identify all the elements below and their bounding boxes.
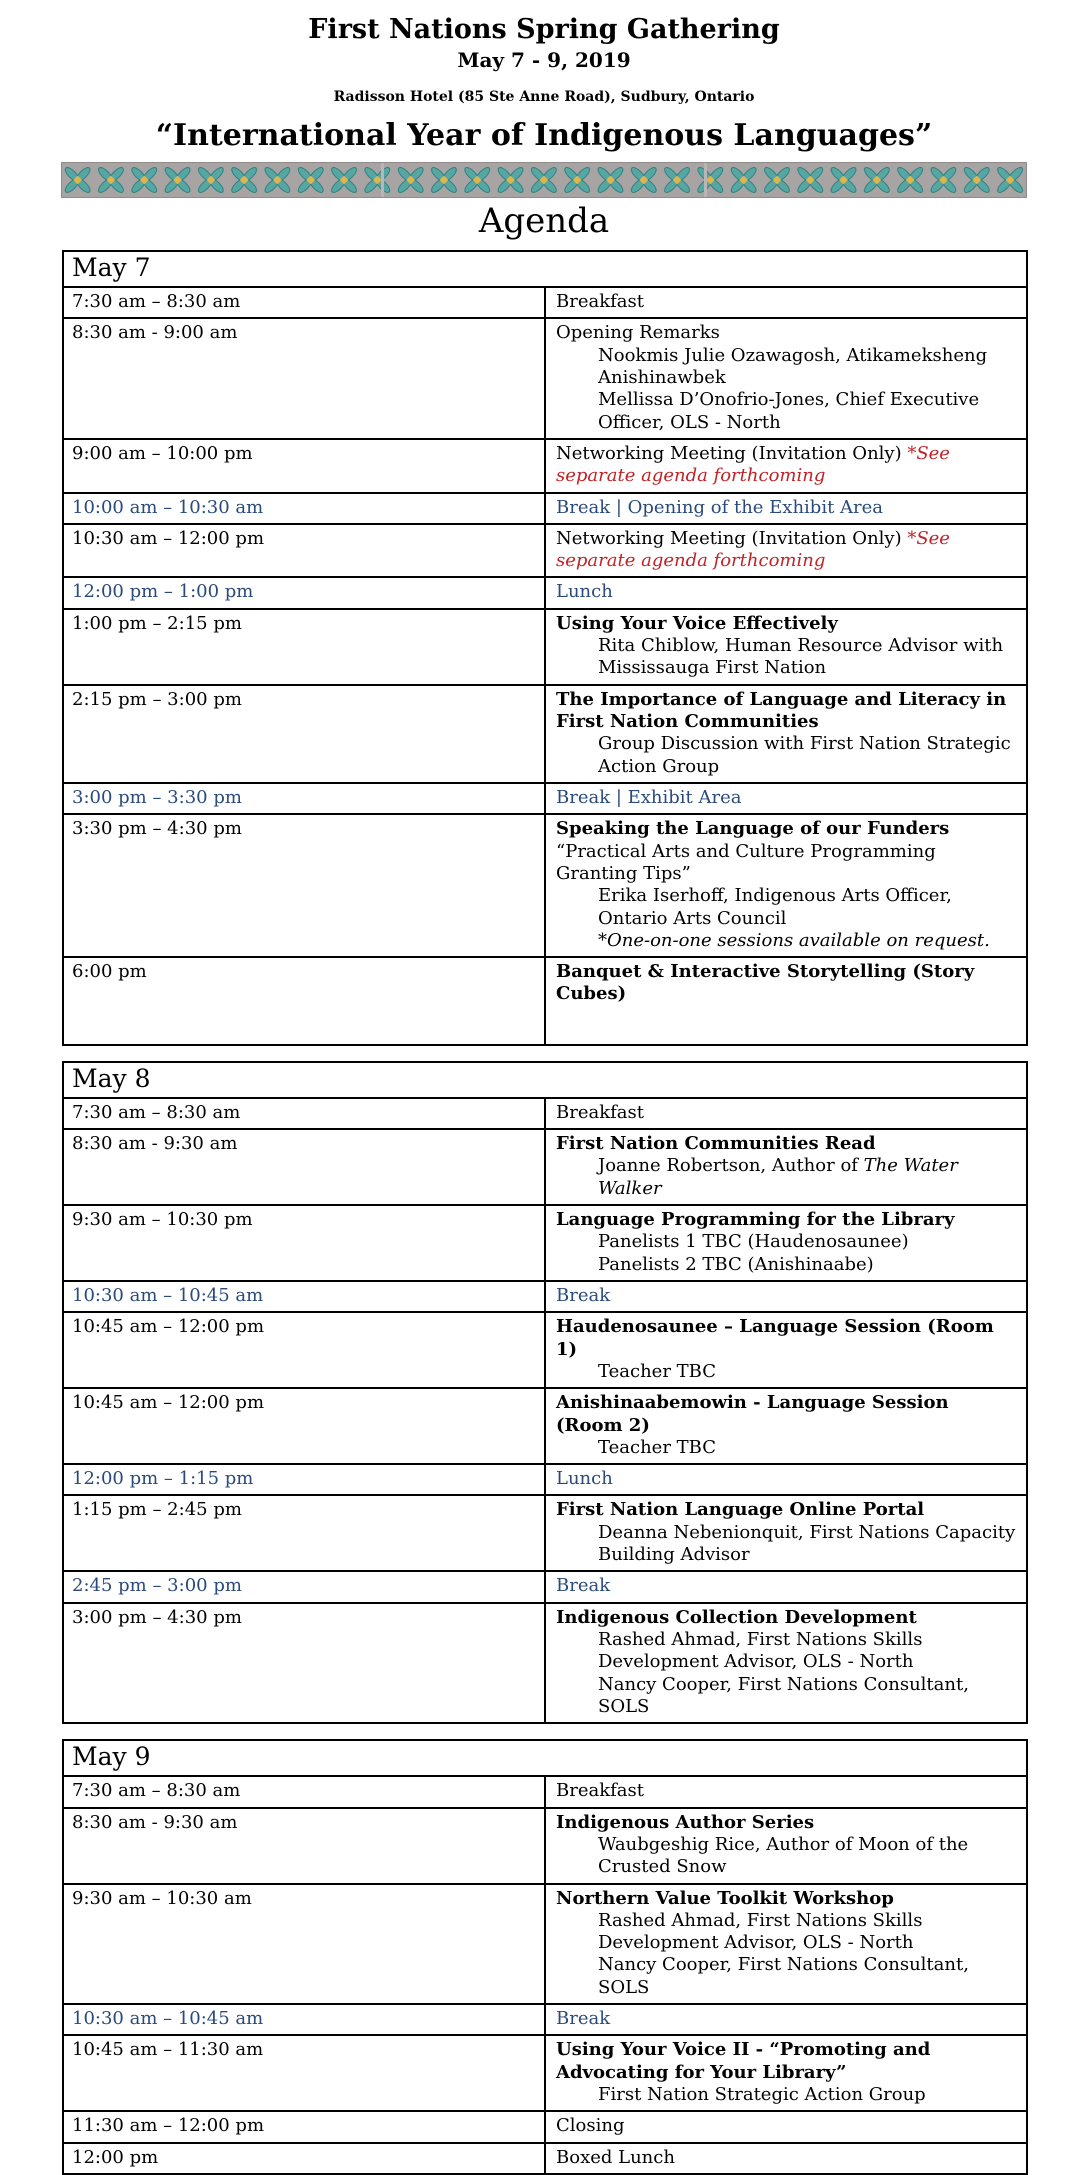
time-cell: 12:00 pm – 1:15 pm (63, 1464, 545, 1495)
text-segment: *See separate agenda forthcoming (556, 442, 950, 487)
description-line (556, 1361, 1018, 1383)
schedule-row (63, 318, 1027, 439)
text-segment: *One-on-one sessions available on request. (598, 929, 990, 951)
text-segment: Nancy Cooper, First Nations Consultant, SOLS (598, 1673, 969, 1717)
description-line (556, 1209, 1018, 1231)
schedule-row (63, 609, 1027, 685)
text-segment: Break | Opening of the Exhibit Area (556, 496, 884, 518)
schedule-row (63, 1388, 1027, 1464)
text-segment: Networking Meeting (Invitation Only) (556, 527, 908, 549)
text-segment: Rashed Ahmad, First Nations Skills Development Advisor, OLS - North (598, 1629, 923, 1673)
text-segment: Teacher TBC (598, 1436, 716, 1458)
description-line (556, 1575, 1018, 1597)
text-segment: Banquet & Interactive Storytelling (Story Cubes) (556, 961, 975, 1005)
text-segment: Rita Chiblow, Human Resource Advisor with Mississauga First Nation (598, 635, 1004, 679)
description-cell (545, 1129, 1027, 1205)
text-segment: Mellissa D’Onofrio-Jones, Chief Executive Officer, OLS - North (598, 389, 980, 433)
time-cell: 3:00 pm – 3:30 pm (63, 783, 545, 814)
description-cell (545, 1603, 1027, 1724)
text-segment: Boxed Lunch (556, 2146, 675, 2168)
agenda-heading: Agenda (478, 201, 610, 241)
text-segment: *See separate agenda forthcoming (556, 527, 950, 572)
description-cell (545, 685, 1027, 783)
time-cell: 1:00 pm – 2:15 pm (63, 609, 545, 685)
day-label: May 8 (63, 1062, 1027, 1098)
description-cell (545, 1495, 1027, 1571)
time-cell: 10:00 am – 10:30 am (63, 493, 545, 524)
text-segment: Anishinaabemowin - Language Session (Room 2) (556, 1392, 949, 1436)
schedule-row (63, 957, 1027, 1045)
time-cell: 3:30 pm – 4:30 pm (63, 814, 545, 957)
text-segment: Break | Exhibit Area (556, 786, 742, 808)
text-segment: First Nation Communities Read (556, 1133, 876, 1155)
schedule-row (63, 2111, 1027, 2142)
description-line (556, 1155, 1018, 1200)
description-line (556, 1910, 1018, 1955)
time-cell: 2:45 pm – 3:00 pm (63, 1571, 545, 1602)
time-cell: 8:30 am - 9:30 am (63, 1129, 545, 1205)
text-segment: Rashed Ahmad, First Nations Skills Development Advisor, OLS - North (598, 1909, 923, 1954)
event-title: First Nations Spring Gathering (308, 14, 780, 45)
text-segment: Language Programming for the Library (556, 1209, 955, 1230)
text-segment: Northern Value Toolkit Workshop (556, 1887, 894, 1909)
text-segment: Teacher TBC (598, 1360, 716, 1382)
schedule-row (63, 2035, 1027, 2111)
time-cell: 10:45 am – 12:00 pm (63, 1312, 545, 1388)
event-dates: May 7 - 9, 2019 (457, 48, 631, 72)
description-cell (545, 1281, 1027, 1312)
schedule-row (63, 1464, 1027, 1495)
text-segment: Break (556, 2008, 611, 2030)
time-cell: 8:30 am - 9:30 am (63, 1808, 545, 1884)
schedule-row (63, 1098, 1027, 1129)
time-cell: 10:30 am – 12:00 pm (63, 524, 545, 578)
description-line (556, 613, 1018, 635)
description-line (556, 389, 1018, 434)
text-segment: Deanna Nebenionquit, First Nations Capacity Building Advisor (598, 1521, 1016, 1566)
description-line (556, 291, 1018, 313)
description-cell (545, 524, 1027, 578)
time-cell: 9:00 am – 10:00 pm (63, 439, 545, 493)
text-segment: First Nation Strategic Action Group (598, 2084, 926, 2105)
time-cell: 12:00 pm – 1:00 pm (63, 577, 545, 608)
schedule-row (63, 1129, 1027, 1205)
day-label: May 9 (63, 1740, 1027, 1776)
description-cell (545, 783, 1027, 814)
text-segment: Break (556, 1284, 611, 1306)
text-segment: Opening Remarks (556, 322, 720, 344)
schedule-row (63, 1603, 1027, 1724)
description-line (556, 497, 1018, 519)
description-cell (545, 1884, 1027, 2005)
description-cell (545, 2143, 1027, 2174)
description-cell (545, 2004, 1027, 2035)
description-line (556, 2115, 1018, 2137)
text-segment: Break (556, 1575, 611, 1597)
schedule-row (63, 1808, 1027, 1884)
time-cell: 9:30 am – 10:30 am (63, 1884, 545, 2005)
description-cell (545, 287, 1027, 318)
text-segment: Networking Meeting (Invitation Only) (556, 442, 908, 464)
text-segment: The Water Walker (598, 1155, 958, 1199)
description-line (556, 1392, 1018, 1437)
text-segment: Closing (556, 2115, 625, 2137)
day-label: May 7 (63, 251, 1027, 287)
description-line (556, 1437, 1018, 1459)
time-cell: 12:00 pm (63, 2143, 545, 2174)
description-line (556, 1522, 1018, 1567)
time-cell: 10:30 am – 10:45 am (63, 2004, 545, 2035)
text-segment: Panelists 2 TBC (Anishinaabe) (598, 1253, 874, 1275)
time-cell: 7:30 am – 8:30 am (63, 1776, 545, 1807)
time-cell: 7:30 am – 8:30 am (63, 1098, 545, 1129)
description-cell (545, 609, 1027, 685)
text-segment: Nancy Cooper, First Nations Consultant, SOLS (598, 1954, 969, 1998)
schedule-row (63, 783, 1027, 814)
description-cell (545, 439, 1027, 493)
schedule-row (63, 2143, 1027, 2174)
schedule-row (63, 2004, 1027, 2035)
description-cell (545, 2035, 1027, 2111)
text-segment: Using Your Voice Effectively (556, 612, 838, 634)
description-line (556, 1954, 1018, 1999)
time-cell: 10:45 am – 11:30 am (63, 2035, 545, 2111)
text-segment: First Nation Language Online Portal (556, 1499, 925, 1521)
description-line (556, 345, 1018, 390)
day-header-row (63, 1062, 1027, 1098)
document-header (0, 0, 1088, 153)
description-cell (545, 957, 1027, 1045)
text-segment: “Practical Arts and Culture Programming Granting Tips” (556, 840, 936, 884)
description-line (556, 841, 1018, 886)
description-cell (545, 1312, 1027, 1388)
text-segment: Joanne Robertson, Author of (598, 1155, 864, 1177)
description-line (556, 1285, 1018, 1307)
description-line (556, 689, 1018, 734)
description-line (556, 322, 1018, 344)
description-cell (545, 1464, 1027, 1495)
description-line (556, 1468, 1018, 1490)
text-segment: Erika Iserhoff, Indigenous Arts Officer, Ontario Arts Council (598, 885, 952, 929)
time-cell: 2:15 pm – 3:00 pm (63, 685, 545, 783)
description-line (556, 581, 1018, 603)
description-line (556, 528, 1018, 573)
time-cell: 7:30 am – 8:30 am (63, 287, 545, 318)
schedule-row (63, 524, 1027, 578)
description-line (556, 1231, 1018, 1253)
agenda-day-tables (0, 250, 1088, 2175)
description-line (556, 1607, 1018, 1629)
text-segment: Breakfast (556, 291, 644, 312)
text-segment: Haudenosaunee – Language Session (Room 1) (556, 1316, 994, 1360)
time-cell: 6:00 pm (63, 957, 545, 1045)
day-table (62, 1739, 1028, 2175)
description-line (556, 1834, 1018, 1879)
description-line (556, 443, 1018, 488)
description-line (556, 1780, 1018, 1802)
time-cell: 10:45 am – 12:00 pm (63, 1388, 545, 1464)
description-line (556, 1674, 1018, 1719)
description-line (556, 733, 1018, 778)
description-cell (545, 1205, 1027, 1281)
schedule-row (63, 814, 1027, 957)
description-line (556, 635, 1018, 680)
description-line (556, 818, 1018, 840)
text-segment: Waubgeshig Rice, Author of Moon of the Crusted Snow (598, 1833, 969, 1878)
description-cell (545, 1808, 1027, 1884)
description-cell (545, 318, 1027, 439)
decorative-flower-border-band (61, 162, 1027, 198)
text-segment: Group Discussion with First Nation Strategic Action Group (598, 733, 1011, 777)
text-segment: The Importance of Language and Literacy in First Nation Communities (556, 688, 1007, 732)
description-line (556, 1102, 1018, 1124)
description-line (556, 2039, 1018, 2084)
schedule-row (63, 1776, 1027, 1807)
schedule-row (63, 1205, 1027, 1281)
description-cell (545, 577, 1027, 608)
text-segment: Breakfast (556, 1101, 644, 1123)
day-header-row (63, 251, 1027, 287)
description-line (556, 2008, 1018, 2030)
description-line (556, 1812, 1018, 1834)
time-cell: 11:30 am – 12:00 pm (63, 2111, 545, 2142)
schedule-row (63, 577, 1027, 608)
description-cell (545, 2111, 1027, 2142)
text-segment: Lunch (556, 1468, 613, 1490)
description-line (556, 2147, 1018, 2169)
time-cell: 10:30 am – 10:45 am (63, 1281, 545, 1312)
event-venue: Radisson Hotel (85 Ste Anne Road), Sudbury, Ontario (333, 89, 755, 105)
schedule-row (63, 1312, 1027, 1388)
day-table (62, 250, 1028, 1046)
event-theme: “International Year of Indigenous Languages” (155, 118, 933, 153)
text-segment: Speaking the Language of our Funders (556, 818, 950, 840)
text-segment: Lunch (556, 581, 613, 603)
description-cell (545, 1098, 1027, 1129)
description-line (556, 1499, 1018, 1521)
description-line (556, 787, 1018, 809)
description-line (556, 930, 1018, 952)
text-segment: Panelists 1 TBC (Haudenosaunee) (598, 1231, 909, 1253)
description-line (556, 2084, 1018, 2106)
schedule-row (63, 1495, 1027, 1571)
schedule-row (63, 1884, 1027, 2005)
text-segment: Using Your Voice II - “Promoting and Advocating for Your Library” (556, 2039, 931, 2083)
schedule-row (63, 493, 1027, 524)
schedule-row (63, 439, 1027, 493)
day-header-row (63, 1740, 1027, 1776)
description-cell (545, 493, 1027, 524)
time-cell: 9:30 am – 10:30 pm (63, 1205, 545, 1281)
description-line (556, 1888, 1018, 1910)
schedule-row (63, 1571, 1027, 1602)
description-line (556, 1316, 1018, 1361)
day-table (62, 1061, 1028, 1725)
time-cell: 8:30 am - 9:00 am (63, 318, 545, 439)
description-line (556, 885, 1018, 930)
schedule-row (63, 685, 1027, 783)
description-line (556, 961, 1018, 1006)
description-cell (545, 814, 1027, 957)
description-line (556, 1629, 1018, 1674)
schedule-row (63, 1281, 1027, 1312)
text-segment: Breakfast (556, 1780, 644, 1802)
description-cell (545, 1571, 1027, 1602)
text-segment: Indigenous Collection Development (556, 1606, 917, 1628)
text-segment: Nookmis Julie Ozawagosh, Atikameksheng Anishinawbek (598, 344, 988, 388)
text-segment: Indigenous Author Series (556, 1811, 815, 1833)
time-cell: 1:15 pm – 2:45 pm (63, 1495, 545, 1571)
schedule-row (63, 287, 1027, 318)
description-cell (545, 1388, 1027, 1464)
description-line (556, 1254, 1018, 1276)
time-cell: 3:00 pm – 4:30 pm (63, 1603, 545, 1724)
description-cell (545, 1776, 1027, 1807)
description-line (556, 1133, 1018, 1155)
